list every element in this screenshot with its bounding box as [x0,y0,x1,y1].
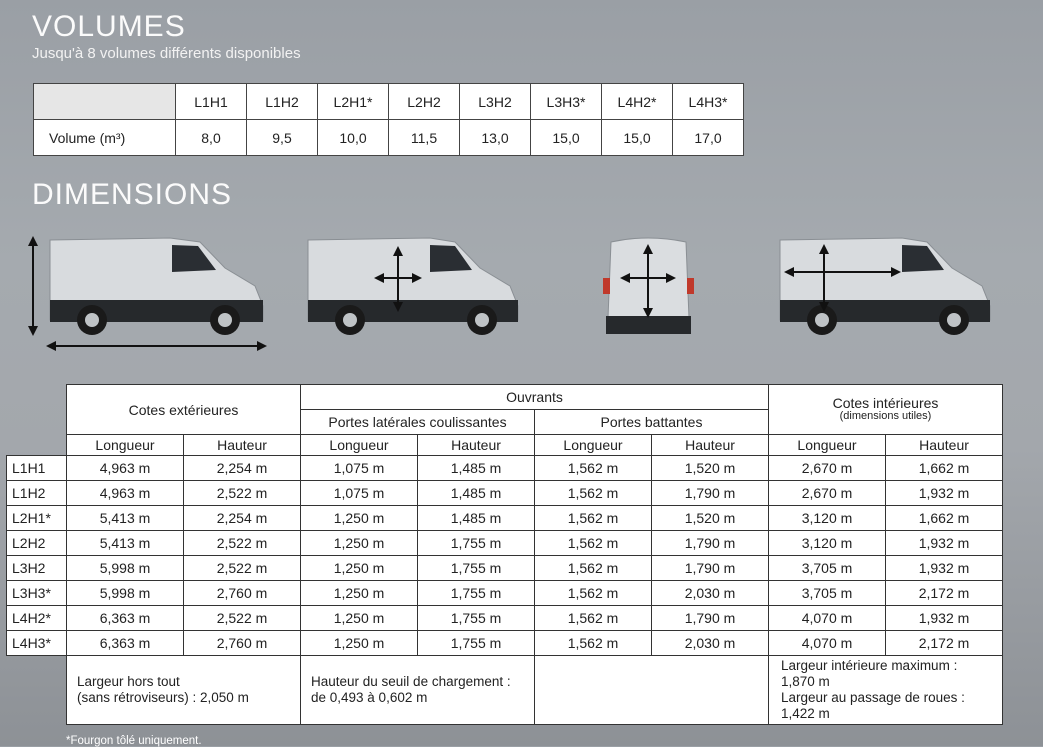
dimension-cell: 1,755 m [418,556,535,581]
dimension-cell: 1,562 m [535,631,652,656]
dimension-row [7,481,1003,506]
volume-value: 11,5 [389,120,460,156]
volumes-title: VOLUMES [32,10,186,43]
dimension-cell: 2,172 m [886,631,1003,656]
group-header-row [7,385,1003,410]
column-header-row [7,435,1003,456]
dimension-cell: 1,932 m [886,531,1003,556]
dimension-cell: 1,250 m [301,531,418,556]
dimension-cell: 1,932 m [886,556,1003,581]
dimension-cell: 2,254 m [184,456,301,481]
dimension-cell: 3,120 m [769,506,886,531]
row-label: L1H2 [7,481,67,506]
dimension-row [7,506,1003,531]
van-rear-view-drawing [596,228,701,340]
dimension-cell: 5,998 m [67,581,184,606]
dimension-cell: 1,755 m [418,531,535,556]
volumes-value-row [34,120,744,156]
dimension-cell: 1,485 m [418,481,535,506]
ouvrants-header: Ouvrants [301,385,769,410]
dimension-cell: 2,670 m [769,456,886,481]
int-note-line: 1,422 m [781,706,830,721]
dimension-cell: 1,790 m [652,531,769,556]
dimension-row [7,531,1003,556]
dimension-cell: 2,522 m [184,481,301,506]
dimension-cell: 5,413 m [67,531,184,556]
volume-value: 13,0 [460,120,531,156]
dimension-cell: 1,562 m [535,556,652,581]
batt-header: Portes battantes [535,410,769,435]
volumes-header-row [34,84,744,120]
dimension-cell: 1,562 m [535,481,652,506]
dimension-cell: 1,932 m [886,481,1003,506]
col-header: Longueur [67,435,184,456]
van-interior-dimensions-illustration [772,228,1002,338]
dimension-cell: 1,562 m [535,531,652,556]
volumes-table [33,83,744,156]
volume-header: L3H3* [531,84,602,120]
volume-header: L1H2 [247,84,318,120]
col-header: Hauteur [886,435,1003,456]
dimension-cell: 1,485 m [418,506,535,531]
dimension-row [7,581,1003,606]
van-side-door-illustration [300,228,530,338]
int-header-sub: (dimensions utiles) [839,409,932,422]
int-note [769,656,1003,725]
van-rear-door-illustration [596,228,701,340]
volume-header: L4H3* [673,84,744,120]
dimension-cell: 1,250 m [301,606,418,631]
col-header: Hauteur [652,435,769,456]
dimension-cell: 1,562 m [535,506,652,531]
col-header: Longueur [769,435,886,456]
row-label: L3H2 [7,556,67,581]
dimension-cell: 6,363 m [67,631,184,656]
dimension-cell: 1,562 m [535,581,652,606]
volume-row-label: Volume (m³) [34,120,176,156]
col-header: Hauteur [418,435,535,456]
row-label: L4H3* [7,631,67,656]
lat-note-line: Hauteur du seuil de chargement : [311,674,511,689]
dimension-cell: 3,120 m [769,531,886,556]
int-header [769,385,1003,435]
volumes-subtitle: Jusqu'à 8 volumes différents disponibles [32,45,301,62]
volumes-corner-cell [34,84,176,120]
dimension-cell: 2,760 m [184,581,301,606]
dimension-cell: 3,705 m [769,556,886,581]
volume-value: 17,0 [673,120,744,156]
dimension-cell: 5,998 m [67,556,184,581]
dimension-cell: 1,250 m [301,556,418,581]
dimensions-table [6,384,1003,725]
dimension-rows [7,456,1003,656]
van-side-door-drawing [300,228,530,338]
dimension-cell: 1,662 m [886,506,1003,531]
ext-note-line: Largeur hors tout [77,674,180,689]
row-label: L3H3* [7,581,67,606]
footnote: *Fourgon tôlé uniquement. [66,735,202,747]
lat-note [301,656,535,725]
row-label: L1H1 [7,456,67,481]
dimension-cell: 1,485 m [418,456,535,481]
dimension-cell: 1,562 m [535,606,652,631]
volume-header: L2H1* [318,84,389,120]
van-exterior-dimensions-illustration [20,228,280,353]
notes-blank [7,656,67,725]
dimension-cell: 1,662 m [886,456,1003,481]
dimensions-title: DIMENSIONS [32,178,233,211]
volume-header: L1H1 [176,84,247,120]
row-label: L2H1* [7,506,67,531]
dimension-cell: 1,250 m [301,631,418,656]
dimension-cell: 4,070 m [769,606,886,631]
volume-value: 15,0 [602,120,673,156]
dimension-cell: 1,075 m [301,481,418,506]
col-header: Longueur [301,435,418,456]
dimension-cell: 1,562 m [535,456,652,481]
dimension-cell: 2,670 m [769,481,886,506]
lat-header: Portes latérales coulissantes [301,410,535,435]
dimension-cell: 1,932 m [886,606,1003,631]
col-header: Hauteur [184,435,301,456]
dimension-cell: 1,790 m [652,606,769,631]
row-label: L4H2* [7,606,67,631]
dimension-cell: 1,075 m [301,456,418,481]
dimension-cell: 1,755 m [418,606,535,631]
dimension-cell: 1,520 m [652,456,769,481]
volume-value: 15,0 [531,120,602,156]
dimension-cell: 5,413 m [67,506,184,531]
dimension-cell: 2,522 m [184,531,301,556]
dimension-cell: 2,760 m [184,631,301,656]
ext-note-line: (sans rétroviseurs) : 2,050 m [77,690,249,705]
dimension-cell: 6,363 m [67,606,184,631]
dimension-cell: 1,790 m [652,481,769,506]
ext-header: Cotes extérieures [67,385,301,435]
dimension-cell: 1,520 m [652,506,769,531]
lat-note-line: de 0,493 à 0,602 m [311,690,428,705]
volume-header: L2H2 [389,84,460,120]
volume-header: L3H2 [460,84,531,120]
dimension-cell: 2,254 m [184,506,301,531]
dimension-cell: 4,963 m [67,456,184,481]
dimension-row [7,556,1003,581]
dimension-cell: 4,070 m [769,631,886,656]
int-note-line: Largeur intérieure maximum : [781,658,958,673]
volume-value: 10,0 [318,120,389,156]
volume-value: 9,5 [247,120,318,156]
dimension-cell: 2,030 m [652,631,769,656]
int-header-title: Cotes intérieures [832,394,939,411]
col-header: Longueur [535,435,652,456]
dimension-cell: 1,755 m [418,581,535,606]
dimension-row [7,456,1003,481]
int-note-line: Largeur au passage de roues : [781,690,965,705]
ext-note [67,656,301,725]
dimension-cell: 1,250 m [301,506,418,531]
dimension-cell: 2,030 m [652,581,769,606]
dimension-cell: 4,963 m [67,481,184,506]
dimension-cell: 2,522 m [184,606,301,631]
van-side-view-drawing [20,228,280,353]
van-interior-drawing [772,228,1002,338]
dimension-cell: 1,250 m [301,581,418,606]
dimension-cell: 2,522 m [184,556,301,581]
volume-value: 8,0 [176,120,247,156]
dimension-row [7,606,1003,631]
dimension-row [7,631,1003,656]
notes-row [7,656,1003,725]
row-label: L2H2 [7,531,67,556]
dimension-cell: 1,790 m [652,556,769,581]
volume-header: L4H2* [602,84,673,120]
batt-note-empty [535,656,769,725]
corner-blank [7,385,67,456]
dimension-cell: 1,755 m [418,631,535,656]
int-note-line: 1,870 m [781,674,830,689]
dimension-cell: 3,705 m [769,581,886,606]
dimension-cell: 2,172 m [886,581,1003,606]
